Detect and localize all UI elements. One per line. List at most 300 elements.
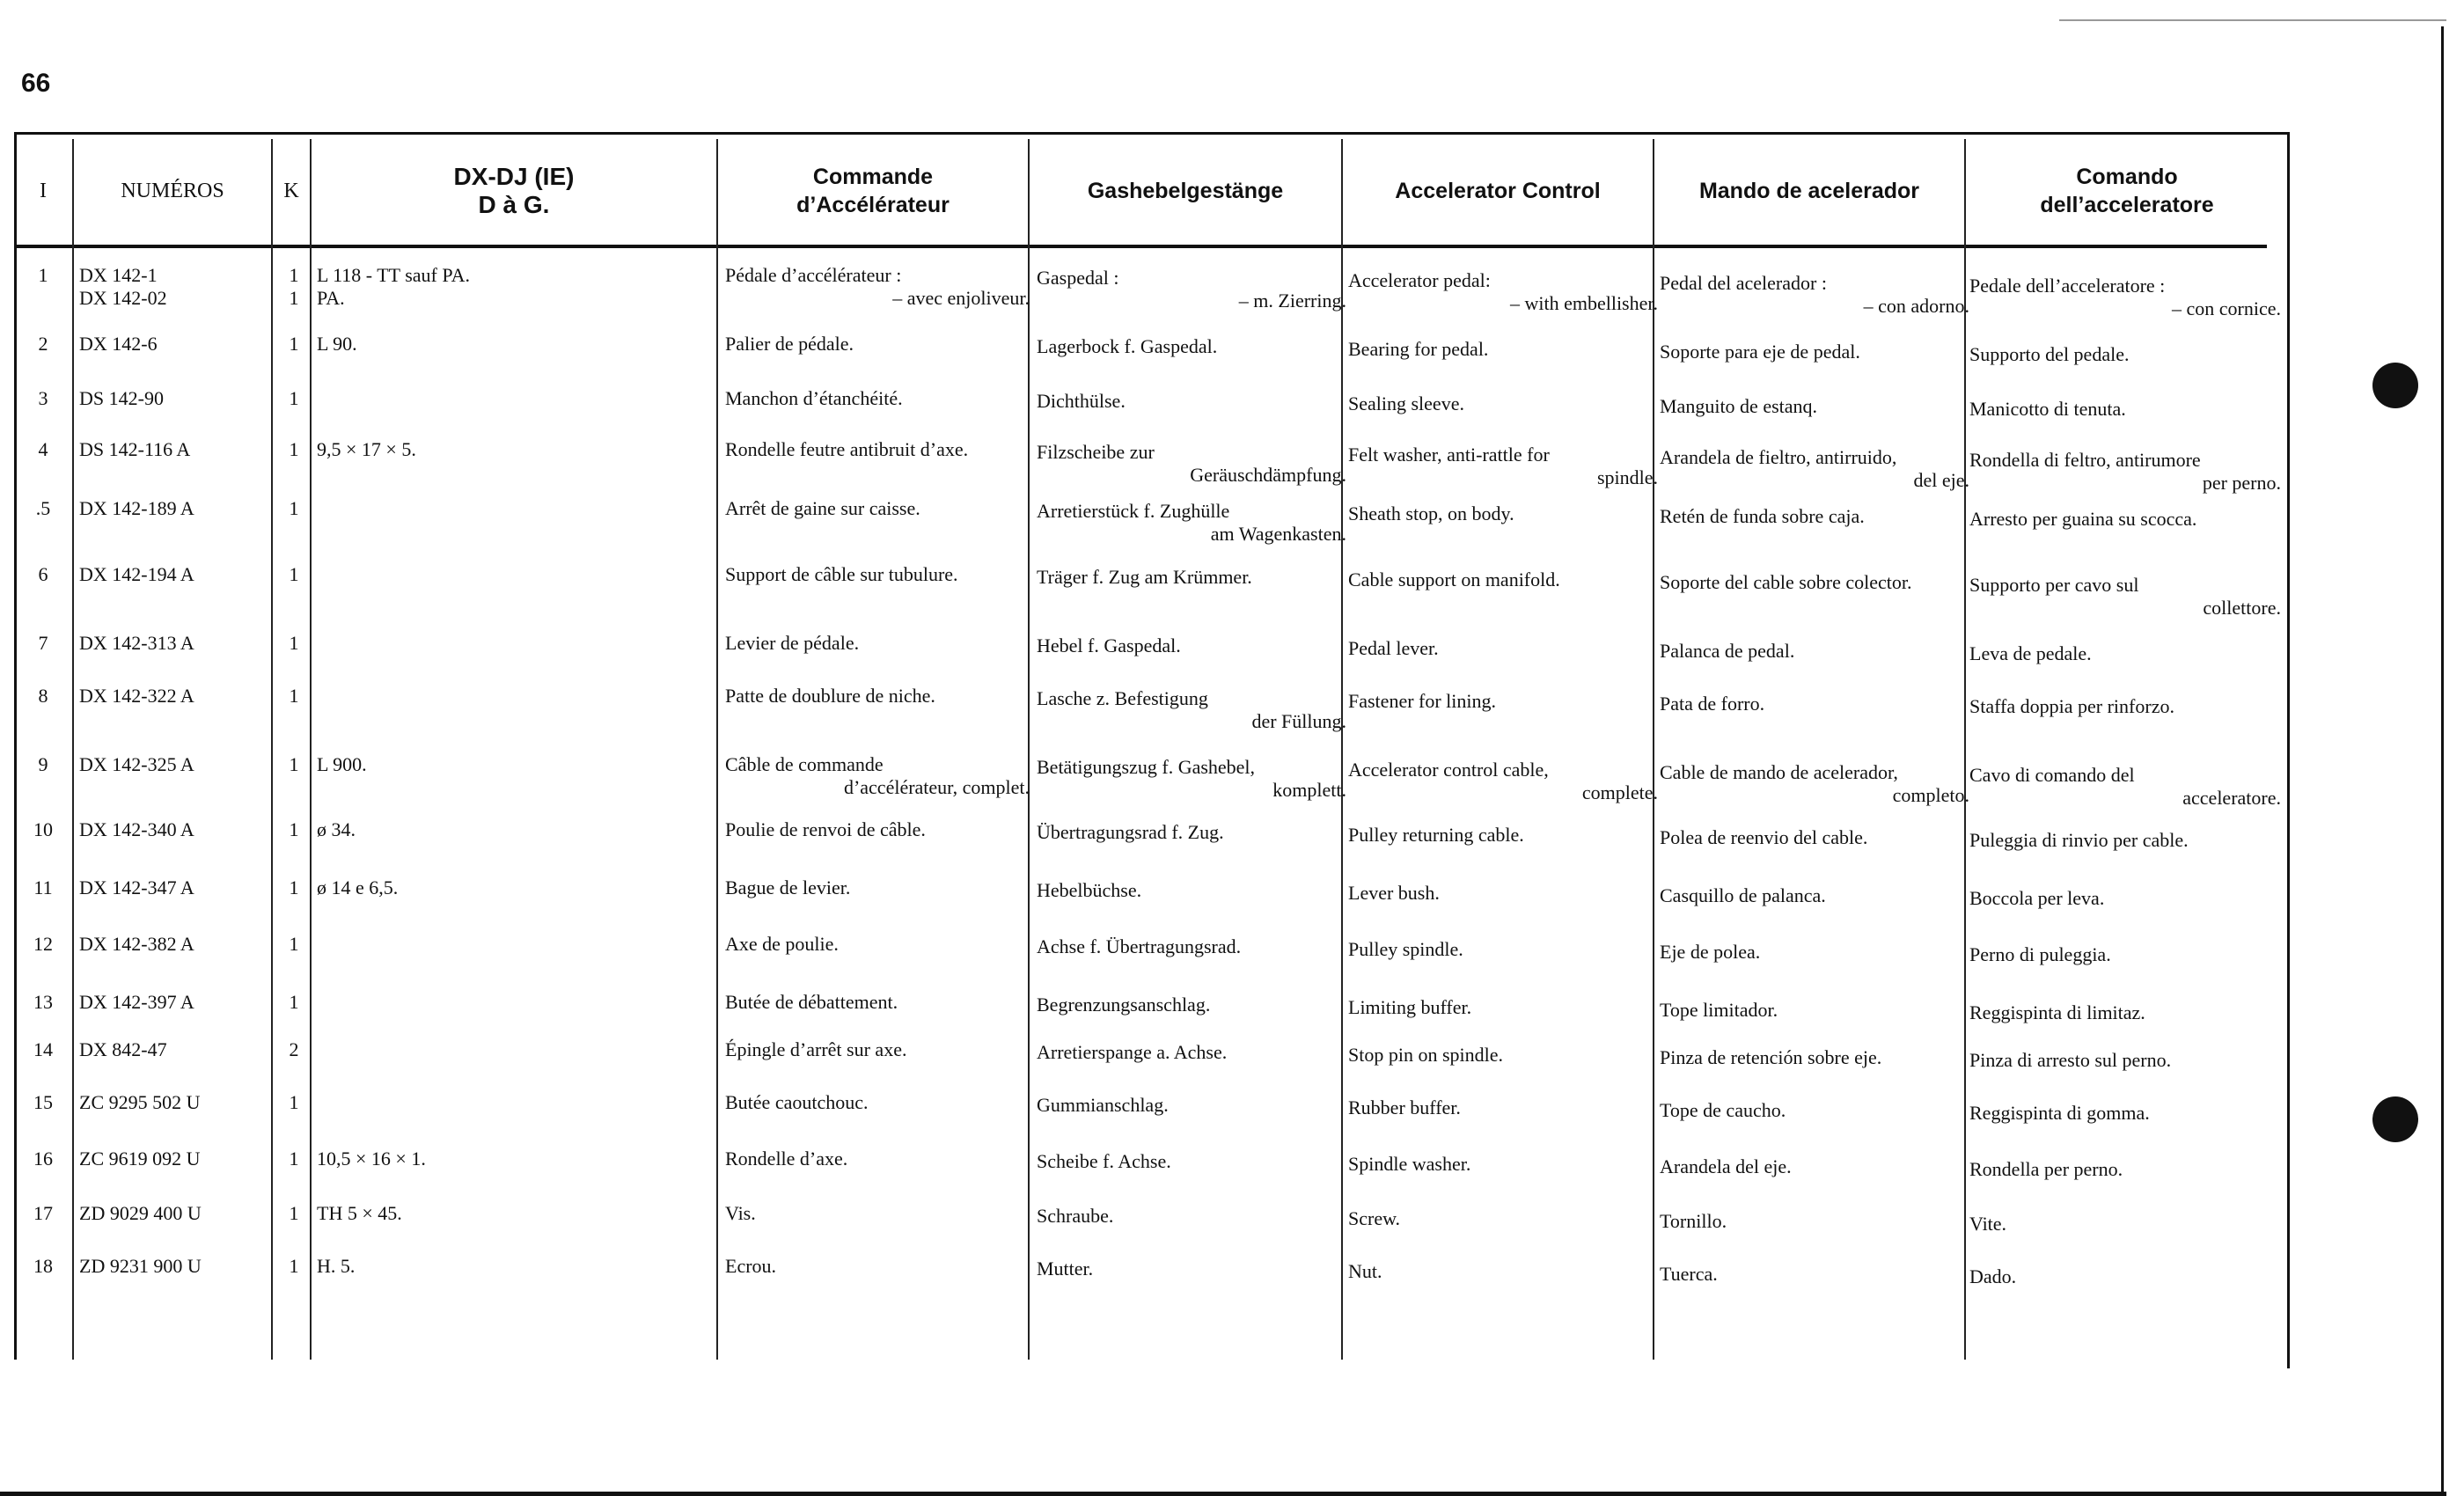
- spanish-description: [1660, 1263, 1975, 1286]
- text-line: per perno.: [2202, 472, 2281, 494]
- text-line: Lagerbock f. Gaspedal.: [1037, 335, 1218, 357]
- french-description: [725, 1091, 1035, 1114]
- text-line: Achse f. Übertragungsrad.: [1037, 935, 1242, 957]
- text-line: spindle.: [1596, 466, 1658, 488]
- quantity-cell: [276, 1091, 312, 1114]
- text-line: Retén de funda sobre caja.: [1660, 505, 1865, 527]
- text-line: acceleratore.: [2182, 787, 2281, 809]
- spanish-description: [1660, 761, 1975, 807]
- italian-description: [1969, 1158, 2286, 1181]
- text-line: Screw.: [1348, 1207, 1401, 1229]
- text-line: L 90.: [317, 333, 357, 355]
- german-description: [1037, 390, 1352, 413]
- french-description: [725, 933, 1035, 956]
- header-k: K: [283, 180, 299, 202]
- german-description: [1037, 267, 1352, 312]
- column-divider: [271, 139, 273, 1360]
- text-line: 1: [289, 1091, 299, 1113]
- english-description: [1348, 824, 1663, 847]
- text-line: Levier de pédale.: [725, 632, 860, 654]
- italian-description: [1969, 343, 2286, 366]
- text-line: ZC 9295 502 U: [79, 1091, 201, 1113]
- text-line: DX 142-02: [79, 287, 167, 309]
- text-line: Arresto per guaina su scocca.: [1969, 508, 2197, 530]
- text-line: d’Accélérateur: [796, 193, 950, 217]
- french-description: [725, 1202, 1035, 1225]
- text-line: Soporte para eje de pedal.: [1660, 341, 1860, 363]
- part-number-cell: [79, 876, 273, 899]
- text-line: Cable de mando de acelerador,: [1660, 761, 1898, 783]
- french-description: [725, 632, 1035, 655]
- header-numbers: NUMÉROS: [121, 180, 224, 202]
- text-line: Câble de commande: [725, 753, 884, 775]
- text-line: Mutter.: [1037, 1258, 1094, 1280]
- part-number-cell: [79, 685, 273, 708]
- text-line: del eje.: [1913, 469, 1969, 491]
- text-line: der Füllung.: [1251, 710, 1346, 732]
- text-line: Cable support on manifold.: [1348, 568, 1560, 590]
- text-line: ZD 9029 400 U: [79, 1202, 202, 1224]
- spanish-description: [1660, 826, 1975, 849]
- part-number-cell: [79, 818, 273, 841]
- model-spec-cell: [317, 438, 704, 461]
- text-line: collettore.: [2203, 597, 2281, 619]
- spanish-description: [1660, 446, 1975, 492]
- text-line: Sheath stop, on body.: [1348, 502, 1514, 524]
- text-line: Tuerca.: [1660, 1263, 1718, 1285]
- row-index: 8: [38, 685, 48, 707]
- italian-description: [1969, 1001, 2286, 1024]
- text-line: Gummianschlag.: [1037, 1094, 1169, 1116]
- model-spec-cell: [317, 876, 704, 899]
- french-description: [725, 563, 1035, 586]
- quantity-cell: [276, 1202, 312, 1225]
- text-line: DX 142-340 A: [79, 818, 194, 840]
- french-description: [725, 438, 1035, 461]
- english-description: [1348, 637, 1663, 660]
- german-description: [1037, 634, 1352, 657]
- quantity-cell: [276, 632, 312, 655]
- text-line: 1: [289, 818, 299, 840]
- italian-description: [1969, 508, 2286, 531]
- header-spanish: [1654, 143, 1964, 239]
- quantity-cell: [276, 991, 312, 1014]
- german-description: [1037, 687, 1352, 733]
- text-line: Staffa doppia per rinforzo.: [1969, 695, 2174, 717]
- text-line: Perno di puleggia.: [1969, 943, 2111, 965]
- text-line: ZC 9619 092 U: [79, 1148, 201, 1170]
- row-index: 2: [38, 333, 48, 355]
- text-line: Axe de poulie.: [725, 933, 839, 955]
- text-line: Butée caoutchouc.: [725, 1091, 869, 1113]
- text-line: 1: [289, 1148, 299, 1170]
- italian-description: [1969, 275, 2286, 320]
- text-line: Filzscheibe zur: [1037, 441, 1155, 463]
- text-line: Arrêt de gaine sur caisse.: [725, 497, 920, 519]
- text-line: Palanca de pedal.: [1660, 640, 1795, 662]
- text-line: DX 142-6: [79, 333, 158, 355]
- column-divider: [1653, 139, 1654, 1360]
- english-description: [1348, 1096, 1663, 1119]
- parts-table: [14, 132, 2290, 1368]
- row-index: 16: [33, 1148, 53, 1170]
- italian-description: [1969, 764, 2286, 810]
- text-line: Lever bush.: [1348, 882, 1440, 904]
- quantity-cell: [276, 563, 312, 586]
- text-line: Dichthülse.: [1037, 390, 1126, 412]
- text-line: DX 142-194 A: [79, 563, 194, 585]
- part-number-cell: [79, 264, 273, 310]
- text-line: dell’acceleratore: [2040, 193, 2214, 217]
- italian-description: [1969, 887, 2286, 910]
- text-line: Pedal del acelerador :: [1660, 272, 1827, 294]
- text-line: – with embellisher.: [1509, 292, 1658, 314]
- row-index: 6: [38, 563, 48, 585]
- text-line: 1: [289, 333, 299, 355]
- text-line: DX 842-47: [79, 1038, 167, 1060]
- part-number-cell: [79, 1091, 273, 1114]
- model-spec-cell: [317, 264, 704, 310]
- row-index: 7: [38, 632, 48, 654]
- english-description: [1348, 269, 1663, 315]
- model-spec-cell: [317, 1202, 704, 1225]
- english-description: [1348, 1153, 1663, 1176]
- text-line: Pedale dell’acceleratore :: [1969, 275, 2166, 297]
- italian-description: [1969, 1265, 2286, 1288]
- text-line: DX 142-382 A: [79, 933, 194, 955]
- text-line: Casquillo de palanca.: [1660, 884, 1826, 906]
- part-number-cell: [79, 753, 273, 776]
- italian-description: [1969, 829, 2286, 852]
- column-divider: [716, 139, 718, 1360]
- text-line: Pata de forro.: [1660, 693, 1765, 715]
- text-line: Begrenzungsanschlag.: [1037, 994, 1211, 1016]
- text-line: Träger f. Zug am Krümmer.: [1037, 566, 1252, 588]
- column-divider: [310, 139, 312, 1360]
- row-index: 12: [33, 933, 53, 955]
- text-line: Rubber buffer.: [1348, 1096, 1461, 1118]
- text-line: Eje de polea.: [1660, 941, 1761, 963]
- text-line: complete.: [1581, 781, 1658, 803]
- text-line: H. 5.: [317, 1255, 356, 1277]
- row-index: 15: [33, 1091, 53, 1113]
- text-line: Puleggia di rinvio per cable.: [1969, 829, 2189, 851]
- row-index: 1: [38, 264, 48, 286]
- english-description: [1348, 502, 1663, 525]
- german-description: [1037, 500, 1352, 546]
- text-line: Butée de débattement.: [725, 991, 898, 1013]
- row-index: 9: [38, 753, 48, 775]
- text-line: 1: [289, 876, 299, 898]
- text-line: Arretierspange a. Achse.: [1037, 1041, 1228, 1063]
- text-line: Arandela de fieltro, antirruido,: [1660, 446, 1897, 468]
- top-rule: [2059, 19, 2446, 21]
- text-line: 1: [289, 438, 299, 460]
- italian-description: [1969, 1049, 2286, 1072]
- text-line: am Wagenkasten.: [1210, 523, 1346, 545]
- text-line: PA.: [317, 287, 345, 309]
- part-number-cell: [79, 1255, 273, 1278]
- french-description: [725, 264, 1035, 310]
- quantity-cell: [276, 1038, 312, 1061]
- table-top-border: [14, 132, 2290, 135]
- spanish-description: [1660, 999, 1975, 1022]
- quantity-cell: [276, 264, 312, 310]
- text-line: Patte de doublure de niche.: [725, 685, 935, 707]
- spanish-description: [1660, 1155, 1975, 1178]
- text-line: Arretierstück f. Zughülle: [1037, 500, 1230, 522]
- row-index: 3: [38, 387, 48, 409]
- part-number-cell: [79, 1038, 273, 1061]
- text-line: Nut.: [1348, 1260, 1382, 1282]
- quantity-cell: [276, 1148, 312, 1170]
- text-line: 1: [289, 264, 299, 286]
- text-line: – avec enjoliveur.: [892, 287, 1030, 309]
- german-description: [1037, 879, 1352, 902]
- text-line: komplett.: [1272, 779, 1346, 801]
- german-description: [1037, 441, 1352, 487]
- italian-description: [1969, 695, 2286, 718]
- right-edge-rule: [2441, 26, 2444, 1492]
- quantity-cell: [276, 685, 312, 708]
- text-line: 2: [289, 1038, 299, 1060]
- text-line: DX 142-313 A: [79, 632, 194, 654]
- text-line: TH 5 × 45.: [317, 1202, 402, 1224]
- text-line: 1: [289, 497, 299, 519]
- text-line: DX 142-325 A: [79, 753, 194, 775]
- text-line: 1: [289, 287, 299, 309]
- quantity-cell: [276, 933, 312, 956]
- spanish-description: [1660, 505, 1975, 528]
- text-line: Supporto per cavo sul: [1969, 574, 2139, 596]
- quantity-cell: [276, 876, 312, 899]
- text-line: Scheibe f. Achse.: [1037, 1150, 1171, 1172]
- text-line: DS 142-90: [79, 387, 164, 409]
- text-line: Vis.: [725, 1202, 756, 1224]
- quantity-cell: [276, 818, 312, 841]
- text-line: Lasche z. Befestigung: [1037, 687, 1208, 709]
- text-line: Supporto del pedale.: [1969, 343, 2130, 365]
- text-line: DX 142-1: [79, 264, 158, 286]
- english-description: [1348, 882, 1663, 905]
- german-description: [1037, 335, 1352, 358]
- text-line: ø 14 e 6,5.: [317, 876, 399, 898]
- italian-description: [1969, 1102, 2286, 1125]
- text-line: L 900.: [317, 753, 367, 775]
- english-description: [1348, 1260, 1663, 1283]
- italian-description: [1969, 449, 2286, 495]
- text-line: 1: [289, 563, 299, 585]
- text-line: ø 34.: [317, 818, 356, 840]
- text-line: DX 142-189 A: [79, 497, 194, 519]
- text-line: Poulie de renvoi de câble.: [725, 818, 926, 840]
- text-line: Manchon d’étanchéité.: [725, 387, 903, 409]
- quantity-cell: [276, 438, 312, 461]
- french-description: [725, 685, 1035, 708]
- french-description: [725, 387, 1035, 410]
- text-line: Dado.: [1969, 1265, 2017, 1287]
- row-index: 4: [38, 438, 48, 460]
- text-line: Leva de pedale.: [1969, 642, 2092, 664]
- text-line: Accelerator pedal:: [1348, 269, 1491, 291]
- text-line: Bague de levier.: [725, 876, 851, 898]
- french-description: [725, 1148, 1035, 1170]
- text-line: DS 142-116 A: [79, 438, 191, 460]
- text-line: Pedal lever.: [1348, 637, 1439, 659]
- text-line: Boccola per leva.: [1969, 887, 2105, 909]
- text-line: Tornillo.: [1660, 1210, 1727, 1232]
- text-line: Vite.: [1969, 1213, 2007, 1235]
- part-number-cell: [79, 1148, 273, 1170]
- part-number-cell: [79, 632, 273, 655]
- text-line: 1: [289, 685, 299, 707]
- model-spec-cell: [317, 753, 704, 776]
- quantity-cell: [276, 497, 312, 520]
- text-line: Geräuschdämpfung.: [1190, 464, 1346, 486]
- spanish-description: [1660, 395, 1975, 418]
- french-description: [725, 876, 1035, 899]
- english-description: [1348, 444, 1663, 489]
- text-line: D à G.: [478, 191, 550, 218]
- spanish-description: [1660, 1099, 1975, 1122]
- row-index: 10: [33, 818, 53, 840]
- text-line: DX 142-322 A: [79, 685, 194, 707]
- text-line: Commande: [812, 165, 934, 189]
- header-index: I: [40, 180, 47, 202]
- spanish-description: [1660, 1210, 1975, 1233]
- text-line: 1: [289, 933, 299, 955]
- english-description: [1348, 996, 1663, 1019]
- quantity-cell: [276, 387, 312, 410]
- text-line: 10,5 × 16 × 1.: [317, 1148, 426, 1170]
- italian-description: [1969, 1213, 2286, 1236]
- column-divider: [1341, 139, 1343, 1360]
- page-number: 66: [21, 69, 51, 98]
- part-number-cell: [79, 933, 273, 956]
- punch-hole-icon: [2372, 363, 2418, 408]
- text-line: Reggispinta di gomma.: [1969, 1102, 2150, 1124]
- german-description: [1037, 935, 1352, 958]
- text-line: Spindle washer.: [1348, 1153, 1471, 1175]
- german-description: [1037, 756, 1352, 802]
- part-number-cell: [79, 333, 273, 356]
- french-description: [725, 1038, 1035, 1061]
- text-line: Accelerator control cable,: [1348, 759, 1549, 781]
- english-description: [1348, 338, 1663, 361]
- text-line: Accelerator Control: [1395, 179, 1601, 203]
- column-divider: [1028, 139, 1030, 1360]
- french-description: [725, 333, 1035, 356]
- english-description: [1348, 938, 1663, 961]
- text-line: 1: [289, 387, 299, 409]
- text-line: Mando de acelerador: [1698, 179, 1920, 203]
- row-index: 17: [33, 1202, 53, 1224]
- header-french: [718, 143, 1028, 239]
- german-description: [1037, 994, 1352, 1016]
- text-line: Pinza de retención sobre eje.: [1660, 1046, 1882, 1068]
- part-number-cell: [79, 563, 273, 586]
- french-description: [725, 991, 1035, 1014]
- text-line: ZD 9231 900 U: [79, 1255, 202, 1277]
- spanish-description: [1660, 693, 1975, 715]
- text-line: Polea de reenvio del cable.: [1660, 826, 1868, 848]
- german-description: [1037, 1094, 1352, 1117]
- model-spec-cell: [317, 333, 704, 356]
- german-description: [1037, 566, 1352, 589]
- text-line: 9,5 × 17 × 5.: [317, 438, 416, 460]
- german-description: [1037, 1150, 1352, 1173]
- text-line: 1: [289, 991, 299, 1013]
- italian-description: [1969, 574, 2286, 620]
- text-line: Gaspedal :: [1037, 267, 1119, 289]
- text-line: Pulley spindle.: [1348, 938, 1463, 960]
- text-line: Comando: [2076, 165, 2178, 189]
- text-line: Support de câble sur tubulure.: [725, 563, 958, 585]
- italian-description: [1969, 943, 2286, 966]
- header-german: [1030, 143, 1341, 239]
- column-divider: [72, 139, 74, 1360]
- table-right-border: [2287, 132, 2290, 1368]
- french-description: [725, 753, 1035, 799]
- text-line: Pédale d’accélérateur :: [725, 264, 902, 286]
- spanish-description: [1660, 341, 1975, 363]
- spanish-description: [1660, 884, 1975, 907]
- bottom-rule: [0, 1492, 2446, 1496]
- text-line: Tope limitador.: [1660, 999, 1778, 1021]
- quantity-cell: [276, 753, 312, 776]
- header-rule: [14, 245, 2267, 248]
- text-line: Betätigungszug f. Gashebel,: [1037, 756, 1256, 778]
- english-description: [1348, 1207, 1663, 1230]
- text-line: Felt washer, anti-rattle for: [1348, 444, 1550, 466]
- text-line: Reggispinta di limitaz.: [1969, 1001, 2145, 1023]
- spanish-description: [1660, 272, 1975, 318]
- header-model: [312, 143, 716, 239]
- part-number-cell: [79, 991, 273, 1014]
- text-line: Rondelle d’axe.: [725, 1148, 848, 1170]
- text-line: Gashebelgestänge: [1087, 179, 1284, 203]
- header-english: [1343, 143, 1653, 239]
- model-spec-cell: [317, 1148, 704, 1170]
- row-index: 18: [33, 1255, 53, 1277]
- punch-hole-icon: [2372, 1096, 2418, 1142]
- text-line: d’accélérateur, complet.: [843, 776, 1030, 798]
- quantity-cell: [276, 1255, 312, 1278]
- part-number-cell: [79, 497, 273, 520]
- german-description: [1037, 821, 1352, 844]
- spanish-description: [1660, 1046, 1975, 1069]
- text-line: Schraube.: [1037, 1205, 1114, 1227]
- italian-description: [1969, 398, 2286, 421]
- row-index: 11: [33, 876, 53, 898]
- text-line: – con cornice.: [2172, 297, 2281, 319]
- text-line: Limiting buffer.: [1348, 996, 1472, 1018]
- table-left-border: [14, 132, 17, 1360]
- model-spec-cell: [317, 1255, 704, 1278]
- spanish-description: [1660, 941, 1975, 964]
- english-description: [1348, 759, 1663, 804]
- spanish-description: [1660, 640, 1975, 663]
- text-line: 1: [289, 632, 299, 654]
- text-line: Bearing for pedal.: [1348, 338, 1489, 360]
- row-index: 13: [33, 991, 53, 1013]
- text-line: completo.: [1892, 784, 1969, 806]
- text-line: Rondelle feutre antibruit d’axe.: [725, 438, 969, 460]
- part-number-cell: [79, 1202, 273, 1225]
- english-description: [1348, 690, 1663, 713]
- spanish-description: [1660, 571, 1975, 594]
- row-index: .5: [35, 497, 51, 519]
